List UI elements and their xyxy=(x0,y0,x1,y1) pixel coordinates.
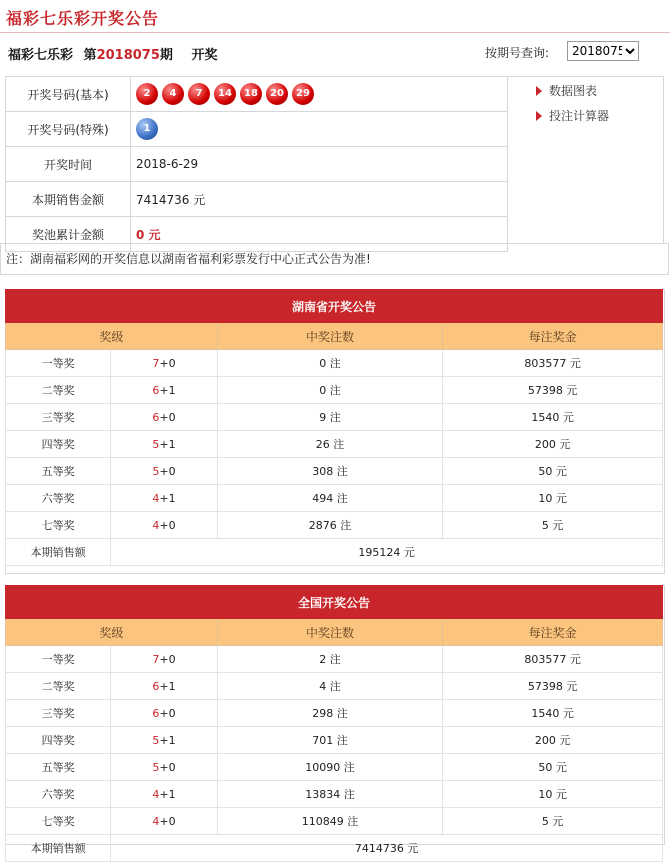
triangle-right-icon xyxy=(536,86,542,96)
table-row xyxy=(6,350,663,377)
prize-amount: 50 元 xyxy=(443,458,663,485)
prize-level: 二等奖 xyxy=(6,673,111,700)
data-chart-link-label[interactable]: 数据图表 xyxy=(549,84,598,98)
draw-info-table xyxy=(5,76,508,252)
prize-level: 五等奖 xyxy=(6,754,111,781)
special-number-label: 开奖号码(特殊) xyxy=(6,112,131,147)
bet-calculator-link-label[interactable]: 投注计算器 xyxy=(549,109,610,123)
col-prize: 每注奖金 xyxy=(443,619,663,646)
prize-amount: 5 元 xyxy=(443,808,663,835)
match-rule: 5+1 xyxy=(111,431,217,458)
col-level: 奖级 xyxy=(6,323,218,350)
basic-ball: 14 xyxy=(214,83,236,105)
bet-calculator-link[interactable] xyxy=(503,105,663,127)
prize-level: 五等奖 xyxy=(6,458,111,485)
sales-label: 本期销售额 xyxy=(6,835,111,862)
table-row xyxy=(6,727,663,754)
col-level: 奖级 xyxy=(6,619,218,646)
issue-number: 2018075 xyxy=(96,48,160,63)
sales-row xyxy=(6,539,663,566)
sales-value: 195124 元 xyxy=(111,539,663,566)
sales-value: 7414736 元 xyxy=(111,835,663,862)
draw-date: 2018-6-29 xyxy=(131,147,508,182)
prize-amount: 10 元 xyxy=(443,485,663,512)
winner-count: 13834 注 xyxy=(217,781,443,808)
basic-ball: 20 xyxy=(266,83,288,105)
prize-level: 四等奖 xyxy=(6,431,111,458)
match-rule: 6+0 xyxy=(111,404,217,431)
prize-amount: 1540 元 xyxy=(443,404,663,431)
basic-ball: 4 xyxy=(162,83,184,105)
match-rule: 4+0 xyxy=(111,512,217,539)
table-row xyxy=(6,808,663,835)
winner-count: 308 注 xyxy=(217,458,443,485)
table-row xyxy=(6,673,663,700)
col-winners: 中奖注数 xyxy=(217,323,443,350)
winner-count: 2876 注 xyxy=(217,512,443,539)
basic-numbers xyxy=(131,77,508,112)
issue-query xyxy=(485,44,549,61)
match-rule: 5+0 xyxy=(111,754,217,781)
winner-count: 26 注 xyxy=(217,431,443,458)
hunan-heading: 湖南省开奖公告 xyxy=(6,290,663,323)
title-divider xyxy=(0,32,670,33)
match-rule: 7+0 xyxy=(111,350,217,377)
prize-level: 七等奖 xyxy=(6,512,111,539)
jackpot-pool-label: 奖池累计金额 xyxy=(6,217,131,252)
issue-heading xyxy=(8,44,223,63)
jackpot-pool: 0 元 xyxy=(131,217,508,252)
table-row xyxy=(6,377,663,404)
prize-amount: 200 元 xyxy=(443,727,663,754)
winner-count: 9 注 xyxy=(217,404,443,431)
special-ball: 1 xyxy=(136,118,158,140)
issue-query-label: 按期号查询: xyxy=(485,46,550,60)
match-rule: 4+1 xyxy=(111,485,217,512)
data-chart-link[interactable] xyxy=(503,80,663,102)
prize-amount: 200 元 xyxy=(443,431,663,458)
special-number xyxy=(131,112,508,147)
prize-amount: 10 元 xyxy=(443,781,663,808)
prize-level: 三等奖 xyxy=(6,404,111,431)
winner-count: 4 注 xyxy=(217,673,443,700)
winner-count: 298 注 xyxy=(217,700,443,727)
winner-count: 2 注 xyxy=(217,646,443,673)
sales-amount-label: 本期销售金额 xyxy=(6,182,131,217)
prize-level: 二等奖 xyxy=(6,377,111,404)
winner-count: 0 注 xyxy=(217,377,443,404)
prize-amount: 803577 元 xyxy=(443,646,663,673)
basic-ball: 2 xyxy=(136,83,158,105)
match-rule: 5+1 xyxy=(111,727,217,754)
national-heading: 全国开奖公告 xyxy=(6,586,663,619)
page-title: 福彩七乐彩开奖公告 xyxy=(6,9,160,28)
table-row xyxy=(6,781,663,808)
table-row xyxy=(6,754,663,781)
draw-status: 开奖 xyxy=(191,48,218,63)
prize-level: 一等奖 xyxy=(6,350,111,377)
table-row xyxy=(6,485,663,512)
table-row xyxy=(6,458,663,485)
issue-label: 第2018075期 xyxy=(83,48,173,63)
table-row xyxy=(6,700,663,727)
draw-date-label: 开奖时间 xyxy=(6,147,131,182)
match-rule: 4+0 xyxy=(111,808,217,835)
prize-level: 一等奖 xyxy=(6,646,111,673)
basic-ball: 18 xyxy=(240,83,262,105)
lottery-name: 福彩七乐彩 xyxy=(8,48,74,63)
prize-amount: 1540 元 xyxy=(443,700,663,727)
basic-ball: 7 xyxy=(188,83,210,105)
disclaimer-note: 注：湖南福彩网的开奖信息以湖南省福利彩票发行中心正式公告为准! xyxy=(0,243,669,275)
prize-level: 三等奖 xyxy=(6,700,111,727)
sales-row xyxy=(6,835,663,862)
match-rule: 7+0 xyxy=(111,646,217,673)
basic-ball: 29 xyxy=(292,83,314,105)
prize-amount: 50 元 xyxy=(443,754,663,781)
prize-amount: 57398 元 xyxy=(443,377,663,404)
table-row xyxy=(6,404,663,431)
prize-level: 六等奖 xyxy=(6,485,111,512)
sales-amount: 7414736 元 xyxy=(131,182,508,217)
issue-select[interactable] xyxy=(567,41,639,61)
prize-amount: 57398 元 xyxy=(443,673,663,700)
prize-amount: 5 元 xyxy=(443,512,663,539)
prize-amount: 803577 元 xyxy=(443,350,663,377)
match-rule: 4+1 xyxy=(111,781,217,808)
col-winners: 中奖注数 xyxy=(217,619,443,646)
match-rule: 6+1 xyxy=(111,673,217,700)
triangle-right-icon xyxy=(536,111,542,121)
winner-count: 701 注 xyxy=(217,727,443,754)
prize-level: 六等奖 xyxy=(6,781,111,808)
hunan-prize-table xyxy=(5,289,663,566)
table-row xyxy=(6,512,663,539)
basic-numbers-label: 开奖号码(基本) xyxy=(6,77,131,112)
winner-count: 10090 注 xyxy=(217,754,443,781)
quick-links xyxy=(503,76,664,244)
sales-label: 本期销售额 xyxy=(6,539,111,566)
table-row xyxy=(6,431,663,458)
col-prize: 每注奖金 xyxy=(443,323,663,350)
table-row xyxy=(6,646,663,673)
match-rule: 6+0 xyxy=(111,700,217,727)
prize-level: 七等奖 xyxy=(6,808,111,835)
winner-count: 0 注 xyxy=(217,350,443,377)
match-rule: 5+0 xyxy=(111,458,217,485)
winner-count: 110849 注 xyxy=(217,808,443,835)
match-rule: 6+1 xyxy=(111,377,217,404)
national-prize-table xyxy=(5,585,663,862)
winner-count: 494 注 xyxy=(217,485,443,512)
prize-level: 四等奖 xyxy=(6,727,111,754)
